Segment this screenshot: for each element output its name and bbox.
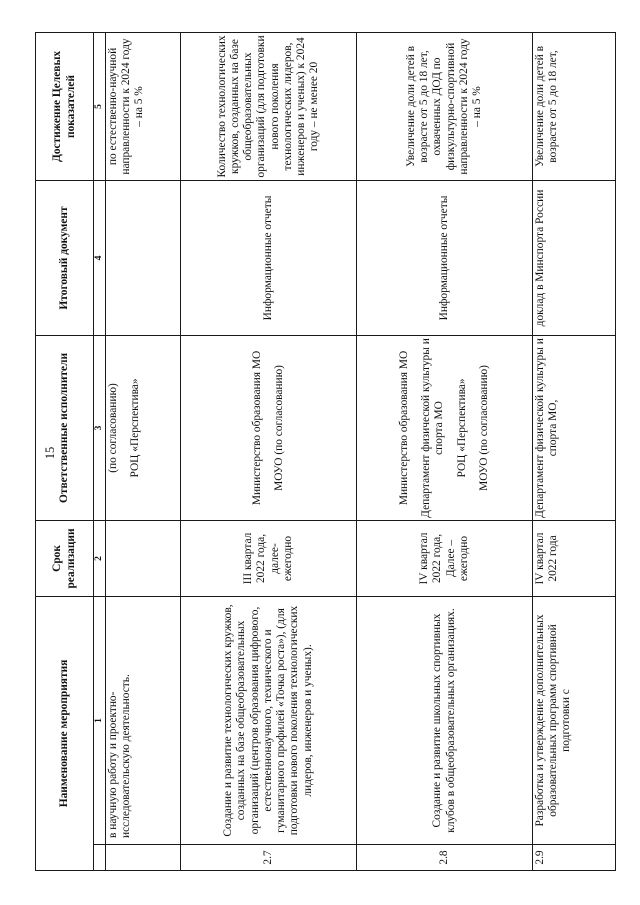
activity-name: Разработка и утверждение дополнительных образовательных программ спортивной подготовки с [533, 596, 616, 844]
activity-term: IV квартал 2022 года [533, 520, 616, 596]
activity-document: доклад в Минспорта России [533, 180, 616, 335]
activity-document: Информационные отчеты [181, 180, 357, 335]
activity-name: в научную работу и проектно-исследовательскую деятельность. [106, 596, 181, 844]
table-header-row [36, 32, 94, 870]
responsible-line: МОУО (по согласованию) [477, 365, 490, 491]
page-number: 15 [43, 446, 57, 460]
table-row [357, 32, 533, 870]
activity-responsible [181, 335, 357, 520]
responsible-line: (по согласованию) [107, 383, 119, 473]
activity-term: III квартал 2022 года, далее- ежегодно [181, 520, 357, 596]
activity-term [106, 520, 181, 596]
row-number: 2.9 [533, 845, 616, 871]
activity-indicator: Увеличение доли детей в возрасте от 5 до 18 лет, [533, 32, 616, 180]
responsible-line: МОУО (по согласованию) [273, 365, 285, 491]
column-number-blank [94, 845, 106, 871]
activity-indicator: Увеличение доли детей в возрасте от 5 до 18 лет, охваченных ДОД по физкультурно-спортивной направленности к 2024 году – на 5 % [357, 32, 533, 180]
responsible-line: РОЦ «Перспектива» [455, 378, 468, 478]
row-number: 2.8 [357, 845, 533, 871]
rotated-page [35, 33, 639, 871]
column-number: 3 [94, 335, 106, 520]
responsible-line: Департамент физической культуры и спорта МО [420, 338, 446, 518]
activity-responsible [533, 335, 616, 520]
table-row [181, 32, 357, 870]
activity-name: Создание и развитие школьных спортивных клубов в общеобразовательных организациях. [357, 596, 533, 844]
header-document: Итоговый документ [36, 180, 94, 335]
row-number: 2.7 [181, 845, 357, 871]
column-number: 1 [94, 596, 106, 844]
row-number [106, 845, 181, 871]
column-number: 4 [94, 180, 106, 335]
activity-responsible [106, 335, 181, 520]
activity-term: IV квартал 2022 года, Далее – ежегодно [357, 520, 533, 596]
activity-document: Информационные отчеты [357, 180, 533, 335]
activity-indicator: Количество технологических кружков, созданных на базе общеобразовательных организаций (для подготовки нового поколения технологических лидеров, инженеров и ученых) к 2024 году – не менее 20 [181, 32, 357, 180]
activity-indicator: по естественно-научной направленности к 2024 году – на 5 % [106, 32, 181, 180]
column-number-row [94, 32, 106, 870]
responsible-line: РОЦ «Перспектива» [129, 378, 142, 478]
responsible-line: Министерство образования МО [397, 350, 410, 506]
header-responsible: Ответственные исполнители [36, 335, 94, 520]
header-indicator: Достижение Целевых показателей [36, 32, 94, 180]
column-number: 5 [94, 32, 106, 180]
responsible-line: Министерство образования МО [250, 350, 263, 506]
column-number: 2 [94, 520, 106, 596]
table-row [106, 32, 181, 870]
header-name: Наименование мероприятия [36, 596, 94, 870]
activity-name: Создание и развитие технологических кружков, созданных на базе общеобразовательных организаций (центров образования цифрового, естественнонаучного, технического и гуманитарного профилей «Точка роста»), (для подготовки нового поколения технологических лидеров, инженеров и ученых). [181, 596, 357, 844]
activity-responsible [357, 335, 533, 520]
table-row [533, 32, 616, 870]
header-term: Срок реализации [36, 520, 94, 596]
responsible-line: Департамент физической культуры и спорта МО, [534, 338, 560, 518]
action-plan-table [35, 32, 616, 871]
activity-document [106, 180, 181, 335]
